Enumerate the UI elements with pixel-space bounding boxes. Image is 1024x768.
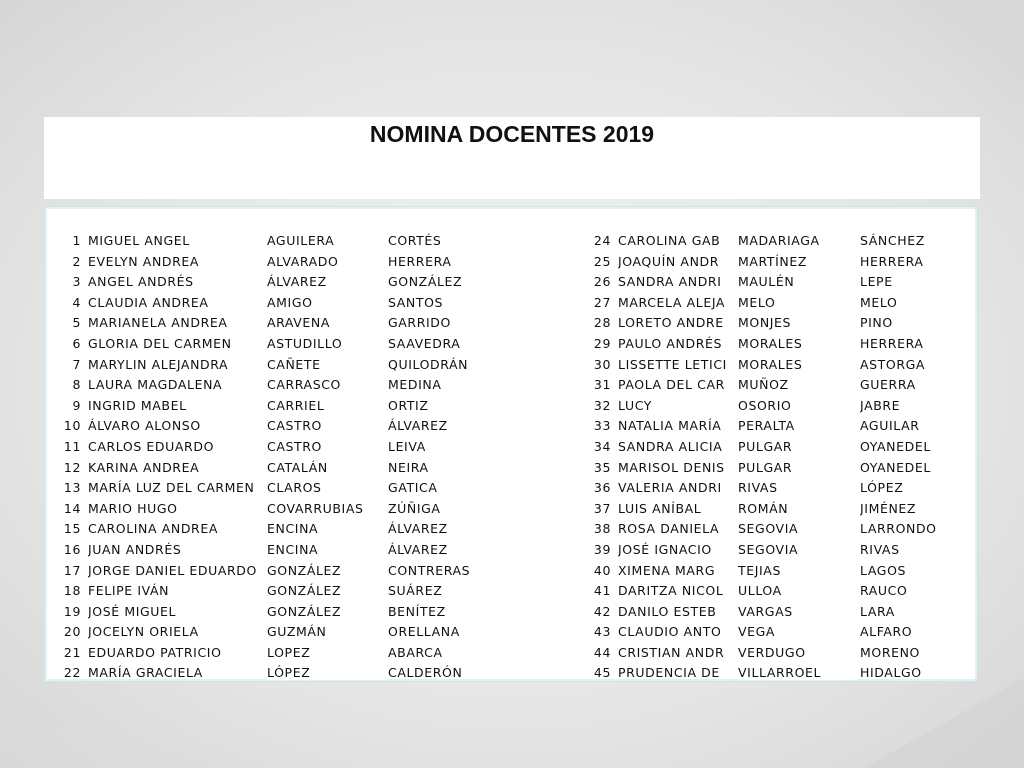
first-names: VALERIA ANDRI xyxy=(618,480,722,496)
first-surname: PULGAR xyxy=(738,460,858,475)
first-names: MIGUEL ANGEL xyxy=(88,233,190,248)
row-number: 13 xyxy=(63,480,81,496)
row-number: 39 xyxy=(593,541,611,557)
first-surname: CATALÁN xyxy=(267,460,387,475)
first-names: EDUARDO PATRICIO xyxy=(88,644,222,660)
first-surname: AGUILERA xyxy=(267,233,387,248)
second-surname: MEDINA xyxy=(388,377,442,393)
table-row xyxy=(53,272,463,293)
second-surname: ABARCA xyxy=(388,644,443,660)
first-names: MARISOL DENIS xyxy=(618,459,725,475)
first-surname: MAULÉN xyxy=(738,274,858,289)
second-surname: ZÚÑIGA xyxy=(388,500,441,516)
row-number: 40 xyxy=(593,562,611,578)
second-surname: AGUILAR xyxy=(860,418,920,434)
second-surname: GUERRA xyxy=(860,377,916,393)
row-number: 33 xyxy=(593,418,611,434)
first-names: FELIPE IVÁN xyxy=(88,583,170,599)
first-names: JOCELYN ORIELA xyxy=(88,624,199,640)
first-names: JOSÉ MIGUEL xyxy=(88,603,177,619)
table-row xyxy=(53,355,469,376)
row-number: 4 xyxy=(72,294,81,310)
table-row xyxy=(583,663,983,684)
table-row xyxy=(583,416,983,437)
row-number: 31 xyxy=(593,377,611,393)
table-row xyxy=(583,519,983,540)
first-surname: LOPEZ xyxy=(267,645,387,660)
first-names: JOAQUÍN ANDR xyxy=(618,253,720,269)
first-surname: GONZÁLEZ xyxy=(267,563,387,578)
first-names: PRUDENCIA DE xyxy=(618,665,720,681)
row-number: 19 xyxy=(63,603,81,619)
first-surname: MONJES xyxy=(738,315,858,330)
first-names: JOSÉ IGNACIO xyxy=(618,541,712,557)
first-names: LORETO ANDRE xyxy=(618,315,724,331)
row-number: 24 xyxy=(593,233,611,248)
table-row xyxy=(583,437,983,458)
first-surname: RIVAS xyxy=(738,480,858,495)
first-surname: MADARIAGA xyxy=(738,233,858,248)
row-number: 37 xyxy=(593,500,611,516)
first-surname: PERALTA xyxy=(738,418,858,433)
row-number: 7 xyxy=(72,356,81,372)
first-names: MARCELA ALEJA xyxy=(618,294,726,310)
first-names: XIMENA MARG xyxy=(618,562,716,578)
row-number: 45 xyxy=(593,665,611,681)
table-row xyxy=(583,396,983,417)
row-number: 15 xyxy=(63,521,81,537)
first-names: JUAN ANDRÉS xyxy=(88,541,182,557)
staff-table xyxy=(44,206,978,682)
second-surname: HERRERA xyxy=(860,335,924,351)
title-box xyxy=(44,117,980,199)
first-names: PAULO ANDRÉS xyxy=(618,335,723,351)
first-surname: PULGAR xyxy=(738,439,858,454)
row-number: 27 xyxy=(593,294,611,310)
second-surname: QUILODRÁN xyxy=(388,356,469,372)
first-surname: MELO xyxy=(738,295,858,310)
first-names: CLAUDIO ANTO xyxy=(618,624,722,640)
row-number: 6 xyxy=(72,335,81,351)
first-names: JORGE DANIEL EDUARDO xyxy=(88,562,257,578)
first-surname: GONZÁLEZ xyxy=(267,583,387,598)
first-surname: AMIGO xyxy=(267,295,387,310)
first-names: PAOLA DEL CAR xyxy=(618,377,725,393)
first-surname: CARRIEL xyxy=(267,398,387,413)
table-row xyxy=(53,231,453,252)
first-surname: ÁLVAREZ xyxy=(267,274,387,289)
first-names: NATALIA MARÍA xyxy=(618,418,722,434)
second-surname: GONZÁLEZ xyxy=(388,274,463,290)
staff-column-right xyxy=(583,231,983,684)
row-number: 32 xyxy=(593,397,611,413)
row-number: 1 xyxy=(72,233,81,248)
table-row xyxy=(53,561,471,582)
first-names: LAURA MAGDALENA xyxy=(88,377,223,393)
first-names: LUIS ANÍBAL xyxy=(618,500,702,516)
row-number: 22 xyxy=(63,665,81,681)
first-surname: ENCINA xyxy=(267,542,387,557)
row-number: 29 xyxy=(593,335,611,351)
table-row xyxy=(583,334,983,355)
table-row xyxy=(53,375,453,396)
row-number: 3 xyxy=(72,274,81,290)
first-surname: VERDUGO xyxy=(738,645,858,660)
second-surname: HIDALGO xyxy=(860,665,922,681)
table-row xyxy=(583,540,983,561)
row-number: 42 xyxy=(593,603,611,619)
row-number: 43 xyxy=(593,624,611,640)
row-number: 14 xyxy=(63,500,81,516)
first-names: MARÍA LUZ DEL CARMEN xyxy=(88,480,255,496)
first-names: KARINA ANDREA xyxy=(88,459,200,475)
first-names: CAROLINA GAB xyxy=(618,233,721,248)
row-number: 5 xyxy=(72,315,81,331)
first-surname: SEGOVIA xyxy=(738,542,858,557)
table-row xyxy=(583,499,983,520)
table-row xyxy=(53,581,453,602)
row-number: 2 xyxy=(72,253,81,269)
row-number: 11 xyxy=(63,438,81,454)
second-surname: HERRERA xyxy=(860,253,924,269)
table-row xyxy=(583,581,983,602)
row-number: 12 xyxy=(63,459,81,475)
table-row xyxy=(583,458,983,479)
second-surname: BENÍTEZ xyxy=(388,603,446,619)
first-surname: MUÑOZ xyxy=(738,377,858,392)
first-surname: ULLOA xyxy=(738,583,858,598)
table-row xyxy=(53,458,453,479)
second-surname: CALDERÓN xyxy=(388,665,463,681)
first-names: ÁLVARO ALONSO xyxy=(88,418,201,434)
first-names: DARITZA NICOL xyxy=(618,583,724,599)
first-surname: CASTRO xyxy=(267,418,387,433)
table-row xyxy=(583,231,983,252)
second-surname: ALFARO xyxy=(860,624,913,640)
first-names: CARLOS EDUARDO xyxy=(88,438,215,454)
first-names: MARYLIN ALEJANDRA xyxy=(88,356,229,372)
first-surname: ASTUDILLO xyxy=(267,336,387,351)
second-surname: MELO xyxy=(860,294,898,310)
first-surname: GONZÁLEZ xyxy=(267,604,387,619)
table-row xyxy=(583,561,983,582)
table-row xyxy=(53,478,453,499)
second-surname: JABRE xyxy=(860,397,901,413)
first-names: GLORIA DEL CARMEN xyxy=(88,335,232,351)
first-surname: VEGA xyxy=(738,624,858,639)
first-surname: SEGOVIA xyxy=(738,521,858,536)
second-surname: LEPE xyxy=(860,274,893,290)
first-names: LUCY xyxy=(618,397,653,413)
second-surname: LEIVA xyxy=(388,438,426,454)
row-number: 10 xyxy=(63,418,81,434)
table-row xyxy=(583,313,983,334)
first-names: CAROLINA ANDREA xyxy=(88,521,218,537)
row-number: 30 xyxy=(593,356,611,372)
second-surname: CORTÉS xyxy=(388,233,442,248)
table-row xyxy=(53,416,453,437)
second-surname: ORTIZ xyxy=(388,397,429,413)
first-names: ROSA DANIELA xyxy=(618,521,720,537)
first-surname: ALVARADO xyxy=(267,254,387,269)
second-surname: SANTOS xyxy=(388,294,444,310)
second-surname: LÓPEZ xyxy=(860,480,904,496)
table-row xyxy=(583,293,983,314)
corner-decoration xyxy=(894,0,1024,110)
first-surname: MARTÍNEZ xyxy=(738,254,858,269)
second-surname: GARRIDO xyxy=(388,315,451,331)
table-row xyxy=(583,272,983,293)
first-surname: LÓPEZ xyxy=(267,665,387,680)
table-row xyxy=(53,293,453,314)
first-surname: ROMÁN xyxy=(738,501,858,516)
second-surname: LARA xyxy=(860,603,895,619)
first-names: CLAUDIA ANDREA xyxy=(88,294,209,310)
table-row xyxy=(583,643,983,664)
row-number: 25 xyxy=(593,253,611,269)
first-names: SANDRA ANDRI xyxy=(618,274,722,290)
second-surname: RAUCO xyxy=(860,583,908,599)
row-number: 28 xyxy=(593,315,611,331)
row-number: 41 xyxy=(593,583,611,599)
second-surname: OYANEDEL xyxy=(860,438,931,454)
row-number: 38 xyxy=(593,521,611,537)
row-number: 16 xyxy=(63,541,81,557)
first-surname: VILLARROEL xyxy=(738,665,858,680)
second-surname: SÁNCHEZ xyxy=(860,233,925,248)
row-number: 20 xyxy=(63,624,81,640)
second-surname: ÁLVAREZ xyxy=(388,521,448,537)
page-title: NOMINA DOCENTES 2019 xyxy=(369,121,655,147)
first-surname: CLAROS xyxy=(267,480,387,495)
row-number: 44 xyxy=(593,644,611,660)
first-surname: TEJIAS xyxy=(738,563,858,578)
first-names: CRISTIAN ANDR xyxy=(618,644,725,660)
second-surname: OYANEDEL xyxy=(860,459,931,475)
corner-decoration xyxy=(864,678,1024,768)
second-surname: MORENO xyxy=(860,644,920,660)
first-names: SANDRA ALICIA xyxy=(618,438,723,454)
row-number: 17 xyxy=(63,562,81,578)
table-row xyxy=(53,396,453,417)
first-names: MARIO HUGO xyxy=(88,500,178,516)
second-surname: SUÁREZ xyxy=(388,583,443,599)
table-row xyxy=(583,602,983,623)
second-surname: SAAVEDRA xyxy=(388,335,461,351)
table-row xyxy=(583,355,983,376)
first-surname: COVARRUBIAS xyxy=(267,501,387,516)
first-surname: CARRASCO xyxy=(267,377,387,392)
table-row xyxy=(583,622,983,643)
first-names: INGRID MABEL xyxy=(88,397,187,413)
second-surname: NEIRA xyxy=(388,459,429,475)
table-row xyxy=(53,499,453,520)
first-names: ANGEL ANDRÉS xyxy=(88,274,194,290)
table-row xyxy=(53,313,453,334)
row-number: 8 xyxy=(72,377,81,393)
first-surname: ENCINA xyxy=(267,521,387,536)
second-surname: JIMÉNEZ xyxy=(860,500,917,516)
table-row xyxy=(53,540,453,561)
first-surname: GUZMÁN xyxy=(267,624,387,639)
second-surname: HERRERA xyxy=(388,253,452,269)
table-row xyxy=(53,602,453,623)
table-row xyxy=(53,663,463,684)
second-surname: ORELLANA xyxy=(388,624,460,640)
row-number: 9 xyxy=(72,397,81,413)
first-surname: VARGAS xyxy=(738,604,858,619)
row-number: 21 xyxy=(63,644,81,660)
table-row xyxy=(53,252,453,273)
first-surname: CAÑETE xyxy=(267,357,387,372)
first-names: LISSETTE LETICI xyxy=(618,356,727,372)
first-names: EVELYN ANDREA xyxy=(88,253,200,269)
table-row xyxy=(53,334,461,355)
row-number: 26 xyxy=(593,274,611,290)
table-row xyxy=(583,375,983,396)
first-surname: OSORIO xyxy=(738,398,858,413)
first-surname: MORALES xyxy=(738,357,858,372)
first-surname: MORALES xyxy=(738,336,858,351)
table-row xyxy=(583,478,983,499)
second-surname: CONTRERAS xyxy=(388,562,471,578)
second-surname: PINO xyxy=(860,315,893,331)
table-row xyxy=(53,622,460,643)
row-number: 35 xyxy=(593,459,611,475)
table-row xyxy=(53,519,453,540)
row-number: 18 xyxy=(63,583,81,599)
second-surname: RIVAS xyxy=(860,541,900,557)
first-surname: ARAVENA xyxy=(267,315,387,330)
second-surname: ÁLVAREZ xyxy=(388,541,448,557)
second-surname: LAGOS xyxy=(860,562,907,578)
table-row xyxy=(53,437,453,458)
second-surname: ASTORGA xyxy=(860,356,926,372)
first-names: MARIANELA ANDREA xyxy=(88,315,228,331)
staff-column-left xyxy=(53,231,471,684)
second-surname: GATICA xyxy=(388,480,438,496)
first-surname: CASTRO xyxy=(267,439,387,454)
first-names: DANILO ESTEB xyxy=(618,603,717,619)
first-names: MARÍA GRACIELA xyxy=(88,665,203,681)
row-number: 36 xyxy=(593,480,611,496)
second-surname: ÁLVAREZ xyxy=(388,418,448,434)
corner-decoration xyxy=(0,708,220,768)
table-row xyxy=(583,252,983,273)
second-surname: LARRONDO xyxy=(860,521,937,537)
table-row xyxy=(53,643,453,664)
row-number: 34 xyxy=(593,438,611,454)
